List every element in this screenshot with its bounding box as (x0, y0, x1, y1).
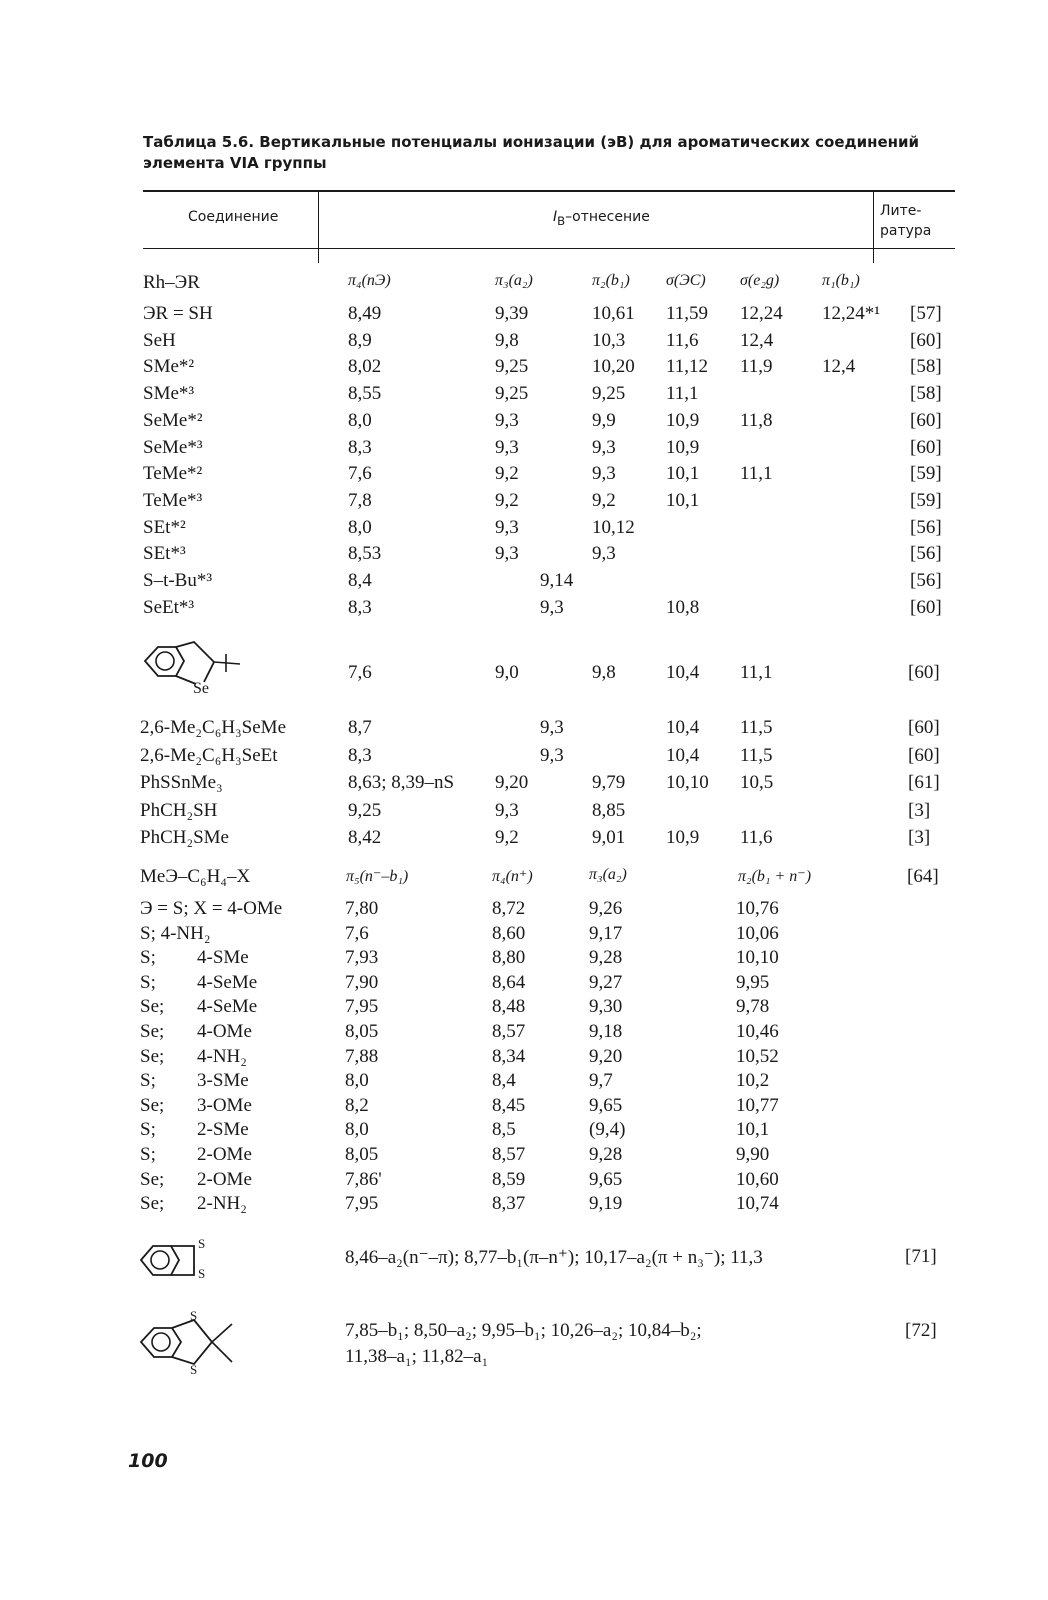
table-row (0, 898, 1048, 924)
cell: 10,77 (736, 1094, 779, 1116)
cell: 8,48 (492, 996, 526, 1018)
cell: 9,3 (495, 799, 519, 821)
ref: [60] (910, 329, 942, 351)
cell: 12,24*¹ (822, 303, 880, 324)
cell: 9,14 (540, 570, 574, 591)
cell: 9,2 (495, 489, 519, 511)
compound-name: TeMe*³ (143, 489, 203, 511)
cell: 10,06 (736, 922, 779, 944)
cell: 8,85 (592, 799, 626, 821)
g2-col-head-2: π₄(n⁺) (492, 868, 533, 885)
substituent-label: 4-SeMe (197, 971, 258, 993)
col-head-5: σ(e₂g) (740, 272, 780, 289)
header-assignment-symbol: I (553, 209, 558, 225)
table-row (0, 383, 1048, 409)
cell: 11,5 (740, 744, 773, 766)
cell: 9,2 (495, 827, 519, 848)
cell: 9,26 (589, 898, 623, 919)
element-label: S; (140, 947, 156, 969)
cell: 10,10 (666, 772, 709, 793)
cell: 9,3 (540, 596, 564, 618)
header-divider-2 (873, 191, 874, 263)
cell: 9,3 (592, 463, 616, 485)
cell: 10,61 (592, 303, 635, 324)
cell: 9,01 (592, 827, 626, 848)
cell: 9,17 (589, 922, 623, 944)
compound-name: PhSSnMe₃ (140, 772, 223, 793)
substituent-label: 2-OMe (197, 1144, 252, 1165)
compound-name: S–t-Bu*³ (143, 570, 213, 591)
cell: 9,79 (592, 772, 626, 793)
compound-name: SEt*² (143, 516, 186, 538)
compound-name: TeMe*² (143, 463, 203, 485)
cell: 8,57 (492, 1144, 526, 1165)
ref: [56] (910, 516, 942, 538)
cell: 9,3 (592, 543, 616, 565)
group2-label: MeЭ–C₆H₄–X (140, 866, 251, 887)
cell: 12,4 (822, 356, 856, 378)
cell: 10,46 (736, 1021, 779, 1042)
cell: 9,25 (592, 383, 626, 405)
cell: 9,8 (592, 662, 616, 683)
table-row (0, 356, 1048, 382)
ref: [57] (910, 303, 942, 324)
cell: 7,90 (345, 971, 379, 993)
ref: [56] (910, 543, 942, 565)
cell: 9,65 (589, 1094, 623, 1116)
substituent-label: 4-NH₂ (197, 1045, 247, 1067)
element-label: S; (140, 971, 156, 993)
compound-name: SeMe*³ (143, 436, 203, 458)
table-row (0, 1070, 1048, 1096)
cell: 8,05 (345, 1021, 379, 1042)
cell: 10,3 (592, 329, 626, 351)
cell: 8,42 (348, 827, 382, 848)
cell: 11,1 (666, 383, 699, 405)
cell: 8,3 (348, 436, 372, 458)
ref: [60] (908, 662, 940, 683)
cell: 9,28 (589, 947, 623, 969)
col-head-6: π₁(b₁) (822, 272, 860, 289)
col-head-1: π₄(nЭ) (348, 272, 391, 289)
cell: 8,34 (492, 1045, 526, 1067)
substituent-label: 2-SMe (197, 1119, 249, 1141)
cell: 11,1 (740, 463, 773, 485)
struct-text-line-1: 7,85–b₁; 8,50–a₂; 9,95–b₁; 10,26–a₂; 10,84–b₂; (345, 1320, 702, 1341)
struct-atom-s2: S (198, 1266, 206, 1281)
table-row (0, 410, 1048, 436)
cell: 9,28 (589, 1144, 623, 1165)
cell: 10,20 (592, 356, 635, 378)
compound-name: 2,6-Me₂C₆H₃SeMe (140, 717, 286, 738)
cell: 10,74 (736, 1193, 779, 1215)
cell: 11,6 (740, 827, 773, 848)
cell: 10,1 (666, 489, 700, 511)
element-label: Se; (140, 996, 165, 1018)
cell: 8,0 (345, 1070, 369, 1092)
cell: 8,02 (348, 356, 382, 378)
cell: 8,55 (348, 383, 382, 405)
cell: 12,24 (740, 303, 783, 324)
cell: 9,25 (495, 356, 529, 378)
cell: 7,86' (345, 1168, 382, 1190)
cell: 9,3 (495, 543, 519, 565)
cell: 8,80 (492, 947, 526, 969)
element-label: Se; (140, 1168, 165, 1190)
cell: 9,9 (592, 409, 616, 431)
cell: 8,2 (345, 1094, 369, 1116)
ref: [60] (910, 409, 942, 431)
cell: 10,9 (666, 827, 700, 848)
substituent-label: 4-SeMe (197, 996, 258, 1018)
cell: 8,63; 8,39–nS (348, 772, 455, 793)
table-row (0, 1095, 1048, 1121)
struct-atom-s1: S (198, 1236, 206, 1251)
cell: 9,25 (348, 799, 382, 821)
cell: 8,4 (348, 570, 372, 591)
header-divider-1 (318, 191, 319, 263)
table-row (0, 330, 1048, 356)
g2-ref: [64] (907, 866, 939, 887)
cell: 8,7 (348, 717, 372, 738)
cell: 9,20 (589, 1045, 623, 1067)
ref: [60] (910, 436, 942, 458)
table-row (0, 490, 1048, 516)
table-row (0, 1119, 1048, 1145)
struct-atom-se: Se (193, 680, 209, 697)
ref: [61] (908, 772, 940, 793)
cell: 8,3 (348, 596, 372, 618)
g2-col-head-1: π₅(n⁻–b₁) (346, 868, 409, 885)
compound-name: SeMe*² (143, 409, 203, 431)
struct-atom-s1: S (190, 1308, 198, 1323)
element-label: S; (140, 1144, 156, 1165)
header-compound: Соединение (188, 209, 279, 225)
cell: 8,57 (492, 1021, 526, 1042)
cell: 10,60 (736, 1168, 779, 1190)
cell: 8,9 (348, 329, 372, 351)
table-row (0, 1144, 1048, 1170)
cell: 10,76 (736, 898, 779, 919)
cell: 9,0 (495, 662, 519, 683)
group1-header-row (0, 272, 1048, 298)
compound-name: SeEt*³ (143, 596, 195, 618)
ref: [60] (908, 744, 940, 766)
cell: 10,5 (740, 772, 774, 793)
header-bottom-rule (143, 248, 955, 249)
col-head-2: π₃(a₂) (495, 272, 533, 289)
substituent-label: 2-OMe (197, 1168, 252, 1190)
table-row (0, 543, 1048, 569)
substituent-label: 4-OMe (197, 1021, 252, 1042)
ref: [60] (910, 596, 942, 618)
cell: 10,8 (666, 596, 700, 618)
top-rule (143, 190, 955, 192)
cell: 9,3 (495, 436, 519, 458)
table-row (0, 827, 1048, 853)
page-number: 100 (128, 1450, 168, 1472)
ref: [59] (910, 489, 942, 511)
cell: 8,05 (345, 1144, 379, 1165)
cell: 10,4 (666, 717, 700, 738)
compound-name: SeH (143, 329, 176, 351)
cell: (9,4) (589, 1119, 626, 1141)
cell: 10,1 (666, 463, 700, 485)
header-assignment (553, 209, 650, 228)
header-assignment-sub: В (557, 213, 566, 228)
table-row (0, 800, 1048, 826)
ref: [58] (910, 383, 942, 405)
compound-name: SMe*² (143, 356, 195, 378)
table-row (0, 745, 1048, 771)
cell: 10,10 (736, 947, 779, 969)
cell: 10,12 (592, 516, 635, 538)
cell: 7,93 (345, 947, 379, 969)
table-row (0, 772, 1048, 798)
cell: 12,4 (740, 329, 774, 351)
ref: [58] (910, 356, 942, 378)
ref: [3] (908, 799, 931, 821)
table-row (0, 1169, 1048, 1195)
cell: 7,88 (345, 1045, 379, 1067)
header-lit-line-2: ратура (880, 223, 932, 239)
cell: 9,78 (736, 996, 770, 1018)
cell: 10,4 (666, 662, 700, 683)
cell: 8,45 (492, 1094, 526, 1116)
cell: 9,90 (736, 1144, 770, 1165)
table-row (0, 1021, 1048, 1047)
ref: [59] (910, 463, 942, 485)
ref: [56] (910, 570, 942, 591)
compound-name: SEt*³ (143, 543, 186, 565)
group2-header-row (0, 866, 1048, 892)
cell: 9,2 (592, 489, 616, 511)
compound-name: PhCH₂SH (140, 799, 218, 821)
cell: 8,72 (492, 898, 526, 919)
ref: [3] (908, 827, 931, 848)
header-literature (880, 201, 931, 241)
cell: 8,3 (348, 744, 372, 766)
cell: 9,3 (592, 436, 616, 458)
cell: 8,59 (492, 1168, 526, 1190)
cell: 9,25 (495, 383, 529, 405)
table-row (0, 717, 1048, 743)
table-row (0, 463, 1048, 489)
cell: 8,4 (492, 1070, 516, 1092)
table-row (0, 1193, 1048, 1219)
table-row (0, 517, 1048, 543)
cell: 8,0 (345, 1119, 369, 1141)
cell: 9,39 (495, 303, 529, 324)
struct-text-line-2: 11,38–a₁; 11,82–a₁ (345, 1346, 489, 1367)
substituent-label: 3-OMe (197, 1094, 252, 1116)
cell: 9,8 (495, 329, 519, 351)
element-label: Se; (140, 1021, 165, 1042)
cell: 9,2 (495, 463, 519, 485)
cell: 9,3 (540, 717, 564, 738)
table-row (0, 570, 1048, 596)
cell: 9,30 (589, 996, 623, 1018)
cell: 10,2 (736, 1070, 770, 1092)
ref: [72] (905, 1320, 937, 1341)
table-row (0, 303, 1048, 329)
cell: 7,80 (345, 898, 379, 919)
element-label: Se; (140, 1045, 165, 1067)
cell: 10,1 (736, 1119, 770, 1141)
struct-atom-s2: S (190, 1362, 198, 1377)
cell: 10,9 (666, 436, 700, 458)
col-head-4: σ(ЭС) (666, 272, 706, 289)
benzodithiole-row (0, 1308, 1048, 1377)
cell: 10,4 (666, 744, 700, 766)
ref: [60] (908, 717, 940, 738)
cell: 7,6 (348, 662, 372, 683)
element-label: S; 4-NH₂ (140, 922, 211, 944)
caption-line-2: элемента VIA группы (143, 154, 327, 172)
cell: 8,5 (492, 1119, 516, 1141)
element-label: Se; (140, 1193, 165, 1215)
group1-label: Rh–ЭR (143, 272, 200, 293)
cell: 8,37 (492, 1193, 526, 1215)
cell: 7,6 (345, 922, 369, 944)
cell: 10,52 (736, 1045, 779, 1067)
cell: 11,5 (740, 717, 773, 738)
cell: 11,9 (740, 356, 773, 378)
cell: 9,19 (589, 1193, 623, 1215)
cell: 9,65 (589, 1168, 623, 1190)
benzoselenophene-row (0, 662, 1048, 697)
cell: 9,27 (589, 971, 623, 993)
element-label: S; (140, 1119, 156, 1141)
element-label: Se; (140, 1094, 165, 1116)
cell: 8,60 (492, 922, 526, 944)
cell: 9,3 (495, 409, 519, 431)
cell: 9,18 (589, 1021, 623, 1042)
substituent-label: 2-NH₂ (197, 1193, 247, 1215)
cell: 8,0 (348, 516, 372, 538)
cell: 9,7 (589, 1070, 613, 1092)
cell: 9,20 (495, 772, 529, 793)
cell: 7,95 (345, 1193, 379, 1215)
element-label: S; (140, 1070, 156, 1092)
cell: 8,53 (348, 543, 382, 565)
cell: 9,3 (495, 516, 519, 538)
col-head-3: π₂(b₁) (592, 272, 630, 289)
cell: 7,6 (348, 463, 372, 485)
table-caption (143, 132, 973, 174)
table-row (0, 437, 1048, 463)
compound-name: PhCH₂SMe (140, 827, 229, 848)
cell: 11,8 (740, 409, 773, 431)
cell: 9,95 (736, 971, 770, 993)
cell: 7,95 (345, 996, 379, 1018)
cell: 11,59 (666, 303, 709, 324)
cell: 11,1 (740, 662, 773, 683)
cell: 11,12 (666, 356, 709, 378)
cell: 7,8 (348, 489, 372, 511)
cell: 9,3 (540, 744, 564, 766)
g2-col-head-4: π₂(b₁ + n⁻) (738, 868, 812, 885)
table-row (0, 996, 1048, 1022)
header-lit-line-1: Лите- (880, 203, 922, 219)
benzodithiete-row (0, 1236, 1048, 1281)
table-row (0, 923, 1048, 949)
g2-col-head-3: π₃(a₂) (589, 866, 627, 883)
compound-name: SMe*³ (143, 383, 195, 405)
cell: 8,49 (348, 303, 382, 324)
cell: 8,0 (348, 409, 372, 431)
struct-text: 8,46–a₂(n⁻–π); 8,77–b₁(π–n⁺); 10,17–a₂(π + n₃⁻); 11,3 (345, 1247, 763, 1268)
substituent-label: 4-SMe (197, 947, 249, 969)
table-row (0, 972, 1048, 998)
compound-name: ЭR = SH (143, 303, 213, 324)
table-row (0, 947, 1048, 973)
cell: 8,64 (492, 971, 526, 993)
element-label: Э = S; X = 4-OMe (140, 898, 283, 919)
table-row (0, 597, 1048, 623)
caption-line-1: Таблица 5.6. Вертикальные потенциалы ионизации (эВ) для ароматических соединений (143, 133, 920, 151)
ref: [71] (905, 1246, 937, 1267)
compound-name: 2,6-Me₂C₆H₃SeEt (140, 744, 278, 766)
header-assignment-rest: –отнесение (565, 209, 650, 225)
table-row (0, 1046, 1048, 1072)
substituent-label: 3-SMe (197, 1070, 249, 1092)
cell: 11,6 (666, 329, 699, 351)
cell: 10,9 (666, 409, 700, 431)
